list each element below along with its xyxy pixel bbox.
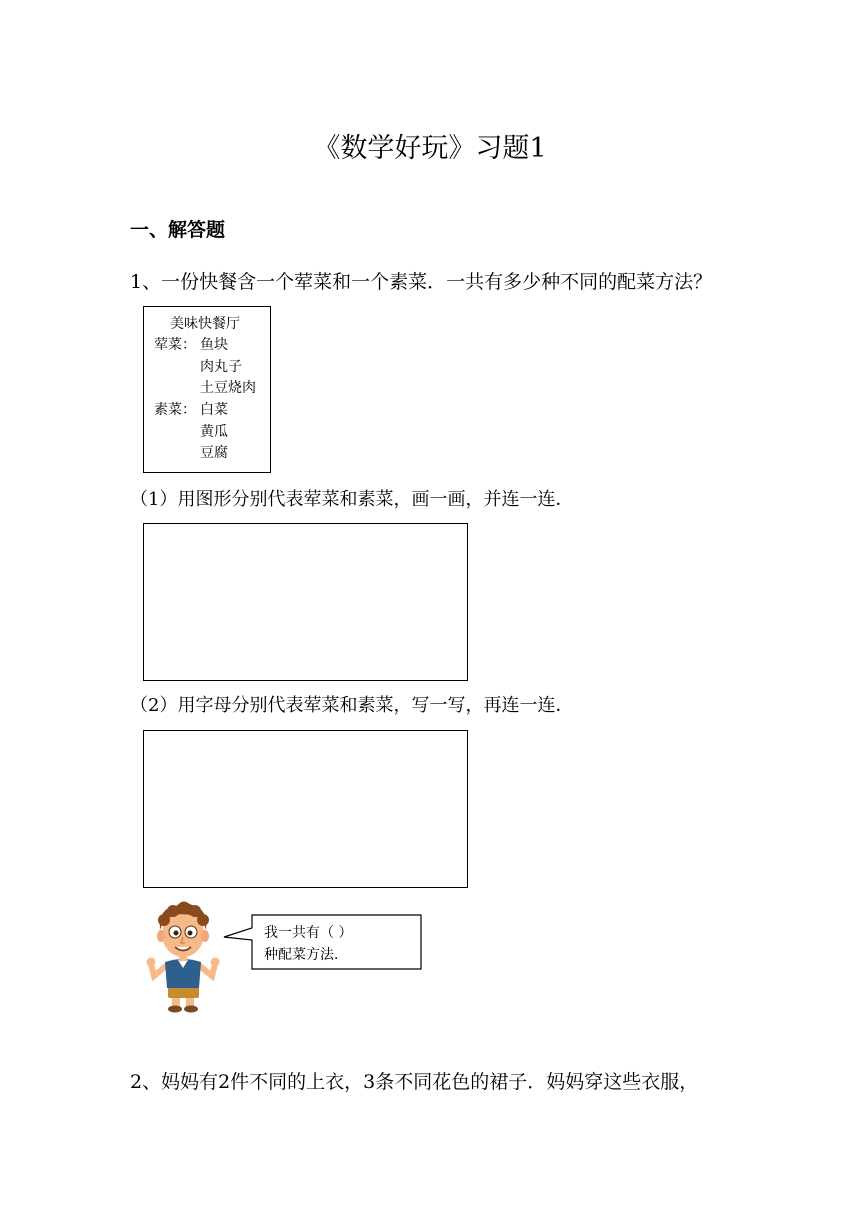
question-1-text: 1、一份快餐含一个荤菜和一个素菜．一共有多少种不同的配菜方法？ <box>130 271 713 293</box>
question-1-part-2: （2）用字母分别代表荤菜和素菜，写一写，再连一连． <box>130 695 574 716</box>
menu-meat-item: 土豆烧肉 <box>200 380 256 396</box>
menu-veg-label: 素菜： <box>154 402 196 418</box>
menu-veg-item: 豆腐 <box>200 445 228 461</box>
menu-veg-item: 白菜 <box>200 402 228 418</box>
speech-line-1: 我一共有（ ） <box>264 925 353 941</box>
menu-card <box>143 306 271 473</box>
menu-meat-label: 荤菜： <box>154 337 196 353</box>
cartoon-boy-illustration <box>146 900 220 1014</box>
menu-veg-item: 黄瓜 <box>200 424 228 440</box>
menu-meat-item: 鱼块 <box>200 337 228 353</box>
menu-meat-item: 肉丸子 <box>200 359 242 375</box>
speech-line-2: 种配菜方法． <box>264 947 348 963</box>
question-2-text: 2、妈妈有2件不同的上衣，3条不同花色的裙子．妈妈穿这些衣服， <box>130 1071 699 1093</box>
page-title: 《数学好玩》习题1 <box>313 133 547 164</box>
drawing-area-2[interactable] <box>143 730 468 888</box>
question-1-part-1: （1）用图形分别代表荤菜和素菜，画一画，并连一连． <box>130 489 574 510</box>
menu-title: 美味快餐厅 <box>170 316 240 332</box>
section-heading: 一、解答题 <box>130 219 226 241</box>
drawing-area-1[interactable] <box>143 523 468 681</box>
speech-bubble <box>222 912 424 972</box>
